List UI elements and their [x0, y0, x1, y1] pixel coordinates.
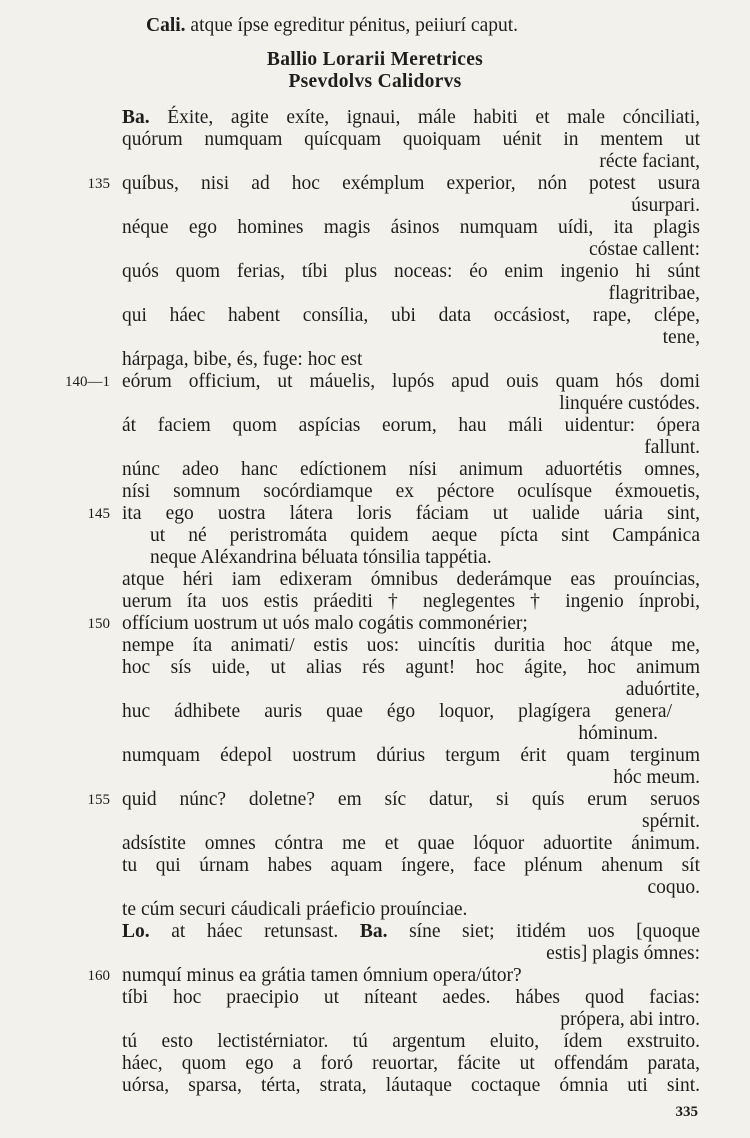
line-number: 160	[87, 968, 110, 984]
verse-line: tíbi hoc praecipio ut níteant aedes. hábes quod facias:	[122, 987, 700, 1008]
verse-line: Lo. at háec retunsast. Ba. síne siet; itidém uos [quoque	[122, 921, 701, 942]
speaker: Ba.	[359, 921, 388, 942]
verse-line: 155 quid núnc? doletne? em síc datur, si quís erum seruos	[0, 788, 750, 812]
verse-line-continuation: própera, abi intro.	[560, 1009, 700, 1030]
verse-line-continuation: cóstae callent:	[589, 239, 700, 260]
line-number: 145	[87, 506, 110, 522]
verse-line-continuation: linquére custódes.	[559, 393, 700, 414]
verse-line: tu qui úrnam habes aquam íngere, face plénum ahenum sít	[122, 855, 700, 876]
verse-line-continuation: spérnit.	[642, 811, 700, 832]
verse-line: 140—1 eórum officium, ut máuelis, lupós apud ouis quam hós domi	[0, 370, 750, 394]
verse-line-continuation: hóc meum.	[613, 767, 700, 788]
verse-line: quórum numquam quícquam quoiquam uénit in mentem ut	[122, 129, 700, 150]
verse-line-continuation: tene,	[662, 327, 700, 348]
verse-line: numquam édepol uostrum dúrius tergum érit quam terginum	[122, 745, 700, 766]
verse-line: huc ádhibete auris quae égo loquor, plagígera genera/	[122, 701, 672, 722]
verse-line-continuation: coquo.	[647, 877, 700, 898]
verse-line: quós quom ferias, tíbi plus noceas: éo enim ingenio hi súnt	[122, 261, 700, 282]
verse-line: neque Aléxandrina béluata tónsilia tappétia.	[150, 547, 492, 568]
verse-line: adsístite omnes cóntra me et quae lóquor aduortite ánimum.	[122, 833, 700, 854]
scene-heading: Psevdolvs Calidorvs	[288, 71, 462, 92]
verse-line: uerum íta uos estis práediti † neglegentes † ingenio ínprobi,	[122, 591, 700, 612]
verse-line: qui háec habent consília, ubi data occásiost, rape, clépe,	[122, 305, 700, 326]
verse-line-continuation: hóminum.	[578, 723, 658, 744]
line-number: 140—1	[65, 374, 110, 390]
verse-line: uórsa, sparsa, térta, strata, láutaque coctaque ómnia uti sint.	[122, 1075, 700, 1096]
verse-line-continuation: estis] plagis ómnes:	[546, 943, 700, 964]
verse-line: nísi somnum socórdiamque ex péctore oculísque éxmouetis,	[122, 481, 700, 502]
scene-heading: Ballio Lorarii Meretrices	[266, 49, 484, 70]
verse-line: 160 numquí minus ea grátia tamen ómnium opera/útor?	[0, 964, 750, 988]
verse-line: 145 ita ego uostra látera loris fáciam ut ualide uária sint,	[0, 502, 750, 526]
speaker: Lo.	[122, 921, 150, 942]
verse-line: ut né peristromáta quidem aeque pícta sint Campánica	[150, 525, 700, 546]
verse-line: hárpaga, bibe, és, fuge: hoc est	[122, 349, 363, 370]
verse-line: 135 quíbus, nisi ad hoc exémplum experior, nón potest usura	[0, 172, 750, 196]
page-number: 335	[675, 1104, 698, 1120]
verse-line: 150 offícium uostrum ut uós malo cogátis commonérier;	[0, 612, 750, 636]
verse-line: núnc adeo hanc edíctionem nísi animum aduortétis omnes,	[122, 459, 700, 480]
verse-line-continuation: aduórtite,	[625, 679, 700, 700]
line-number: 135	[87, 176, 110, 192]
verse-line-continuation: fallunt.	[644, 437, 700, 458]
line-number: 150	[87, 616, 110, 632]
speaker: Ba.	[122, 107, 150, 128]
verse-line-continuation: flagritribae,	[608, 283, 700, 304]
line-number: 155	[87, 792, 110, 808]
verse-line-continuation: úsurpari.	[631, 195, 700, 216]
verse-line: nempe íta animati/ estis uos: uincítis duritia hoc átque me,	[122, 635, 700, 656]
verse-line: Cali. atque ípse egreditur pénitus, peiiurí caput.	[146, 15, 519, 36]
verse-line: hoc sís uide, ut alias rés agunt! hoc ágite, hoc animum	[122, 657, 700, 678]
verse-line: te cúm securi cáudicali práeficio prouínciae.	[122, 899, 468, 920]
speaker: Cali.	[146, 15, 186, 36]
verse-line-continuation: récte faciant,	[599, 151, 700, 172]
verse-line: Ba. Éxite, agite exíte, ignaui, mále habiti et male cónciliati,	[122, 107, 700, 128]
verse-line: háec, quom ego a foró reuortar, fácite ut offendám parata,	[122, 1053, 700, 1074]
verse-line: atque héri iam edixeram ómnibus dederámque eas prouíncias,	[122, 569, 700, 590]
verse-line: át faciem quom aspícias eorum, hau máli uidentur: ópera	[122, 415, 700, 436]
verse-line: néque ego homines magis ásinos numquam uídi, ita plagis	[122, 217, 700, 238]
verse-line: tú esto lectistérniator. tú argentum eluito, ídem exstruito.	[122, 1031, 700, 1052]
